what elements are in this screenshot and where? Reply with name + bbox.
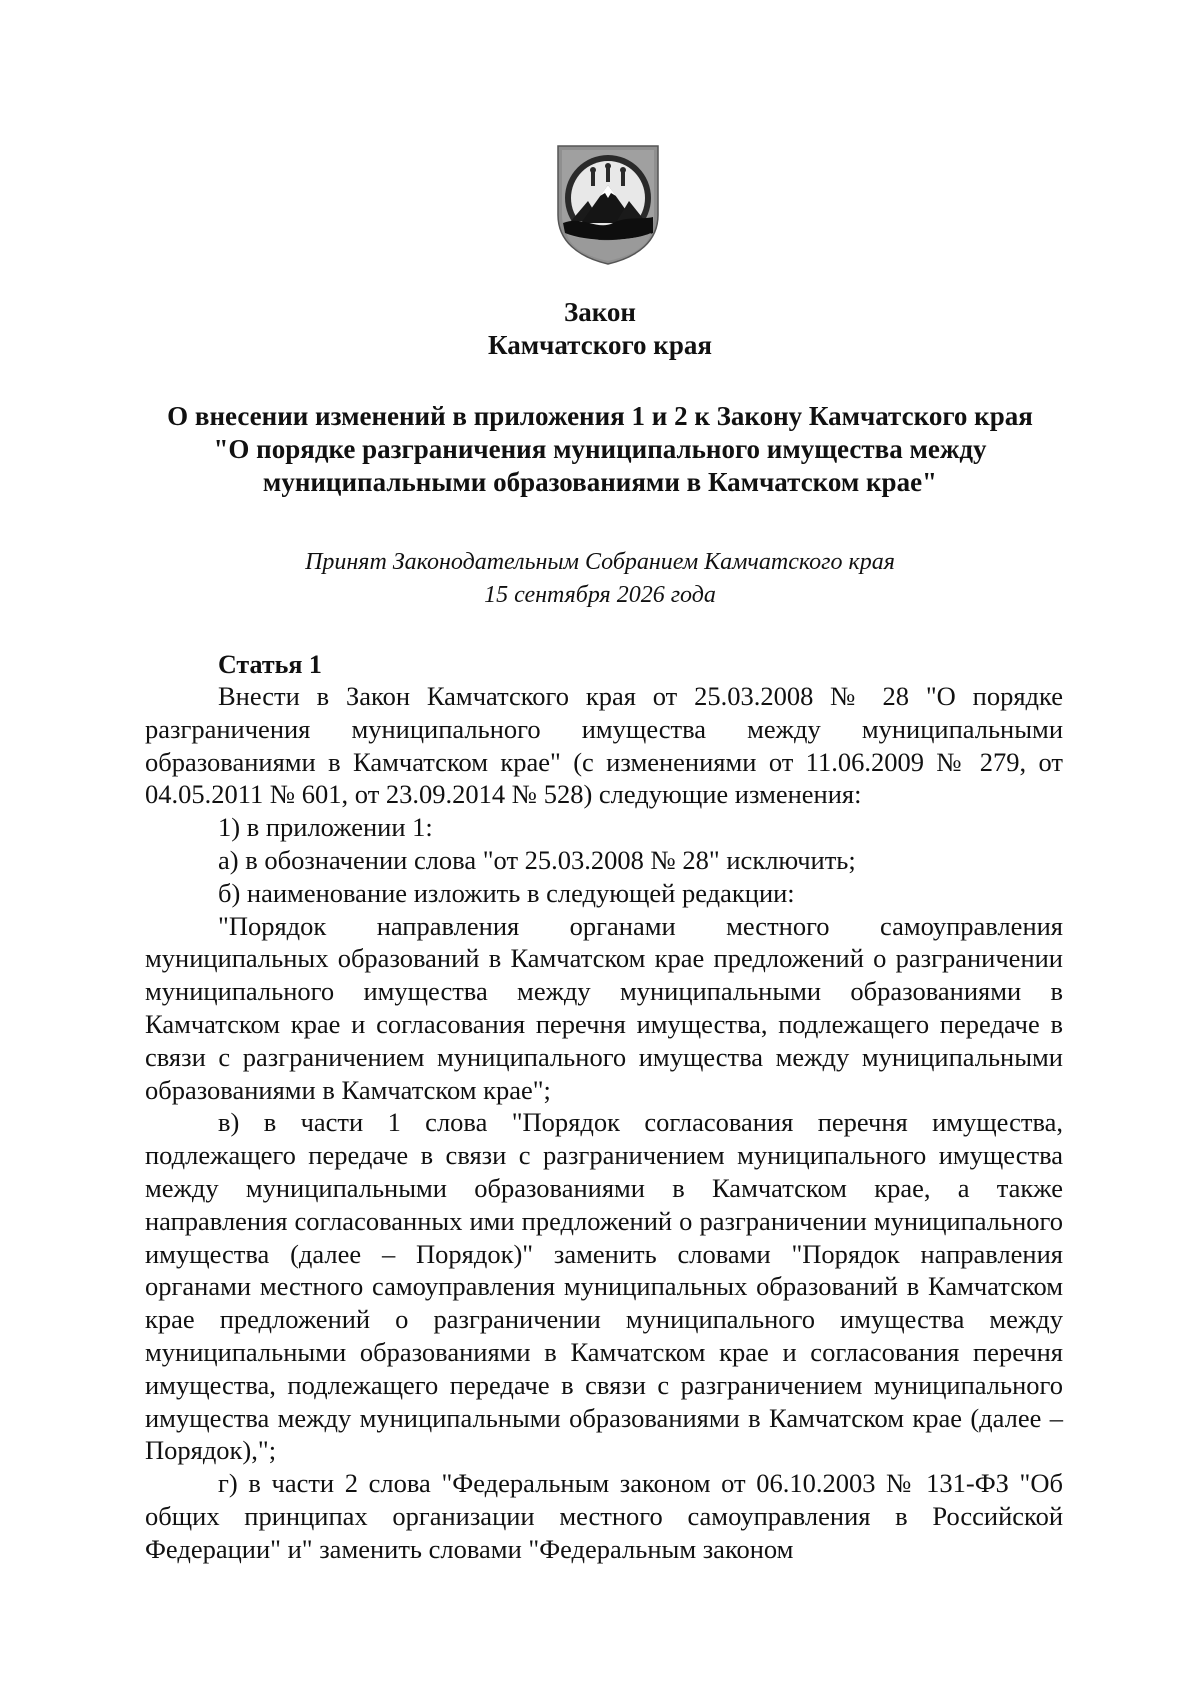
article-heading: Статья 1 <box>218 650 322 679</box>
law-header <box>0 296 1200 362</box>
paragraph: а) в обозначении слова "от 25.03.2008 № 28" исключить; <box>218 844 856 875</box>
adoption-note <box>0 546 1200 612</box>
title-line-2: "О порядке разграничения муниципального имущества между <box>213 434 987 464</box>
title-line-3: муниципальными образованиями в Камчатском крае" <box>262 467 938 497</box>
region-name: Камчатского края <box>488 330 712 360</box>
paragraph: Внести в Закон Камчатского края от 25.03.2008 № 28 "О порядке разграничения муниципального имущества между муниципальными образованиями в Камчатском крае" (с изменениями от 11.06.2009 № 279, от 04.05.2011 № 601, от 23.09.2014 № 528) следующие изменения: <box>145 681 1063 810</box>
law-title <box>0 400 1200 499</box>
article-body <box>145 680 1063 1566</box>
paragraph: г) в части 2 слова "Федеральным законом от 06.10.2003 № 131-ФЗ "Об общих принципах организации местного самоуправления в Российской Федерации" и" заменить словами "Федеральным законом <box>145 1468 1063 1564</box>
coat-of-arms-icon <box>555 143 661 267</box>
paragraph: в) в части 1 слова "Порядок согласования перечня имущества, подлежащего передаче в связи с разграничением муниципального имущества между муниципальными образованиями в Камчатском крае, а также направления согласованных ими предложений о разграничении муниципального имущества (далее – Порядок)" заменить словами "Порядок направления органами местного самоуправления муниципальных образований в Камчатском крае предложений о разграничении муниципального имущества между муниципальными образованиями в Камчатском крае и согласования перечня имущества, подлежащего передаче в связи с разграничением муниципального имущества между муниципальными образованиями в Камчатском крае (далее – Порядок),"; <box>145 1107 1063 1466</box>
adoption-line-1: Принят Законодательным Собранием Камчатского края <box>305 549 895 575</box>
title-line-1: О внесении изменений в приложения 1 и 2 к Закону Камчатского края <box>167 401 1033 431</box>
paragraph: 1) в приложении 1: <box>218 812 433 843</box>
law-word: Закон <box>563 297 636 327</box>
adoption-date: 15 сентября 2026 года <box>484 582 716 608</box>
paragraph: "Порядок направления органами местного самоуправления муниципальных образований в Камчатском крае предложений о разграничении муниципального имущества между муниципальными образованиями в Камчатском крае и согласования перечня имущества, подлежащего передаче в связи с разграничением муниципального имущества между муниципальными образованиями в Камчатском крае"; <box>145 910 1063 1105</box>
paragraph: б) наименование изложить в следующей редакции: <box>218 877 795 908</box>
